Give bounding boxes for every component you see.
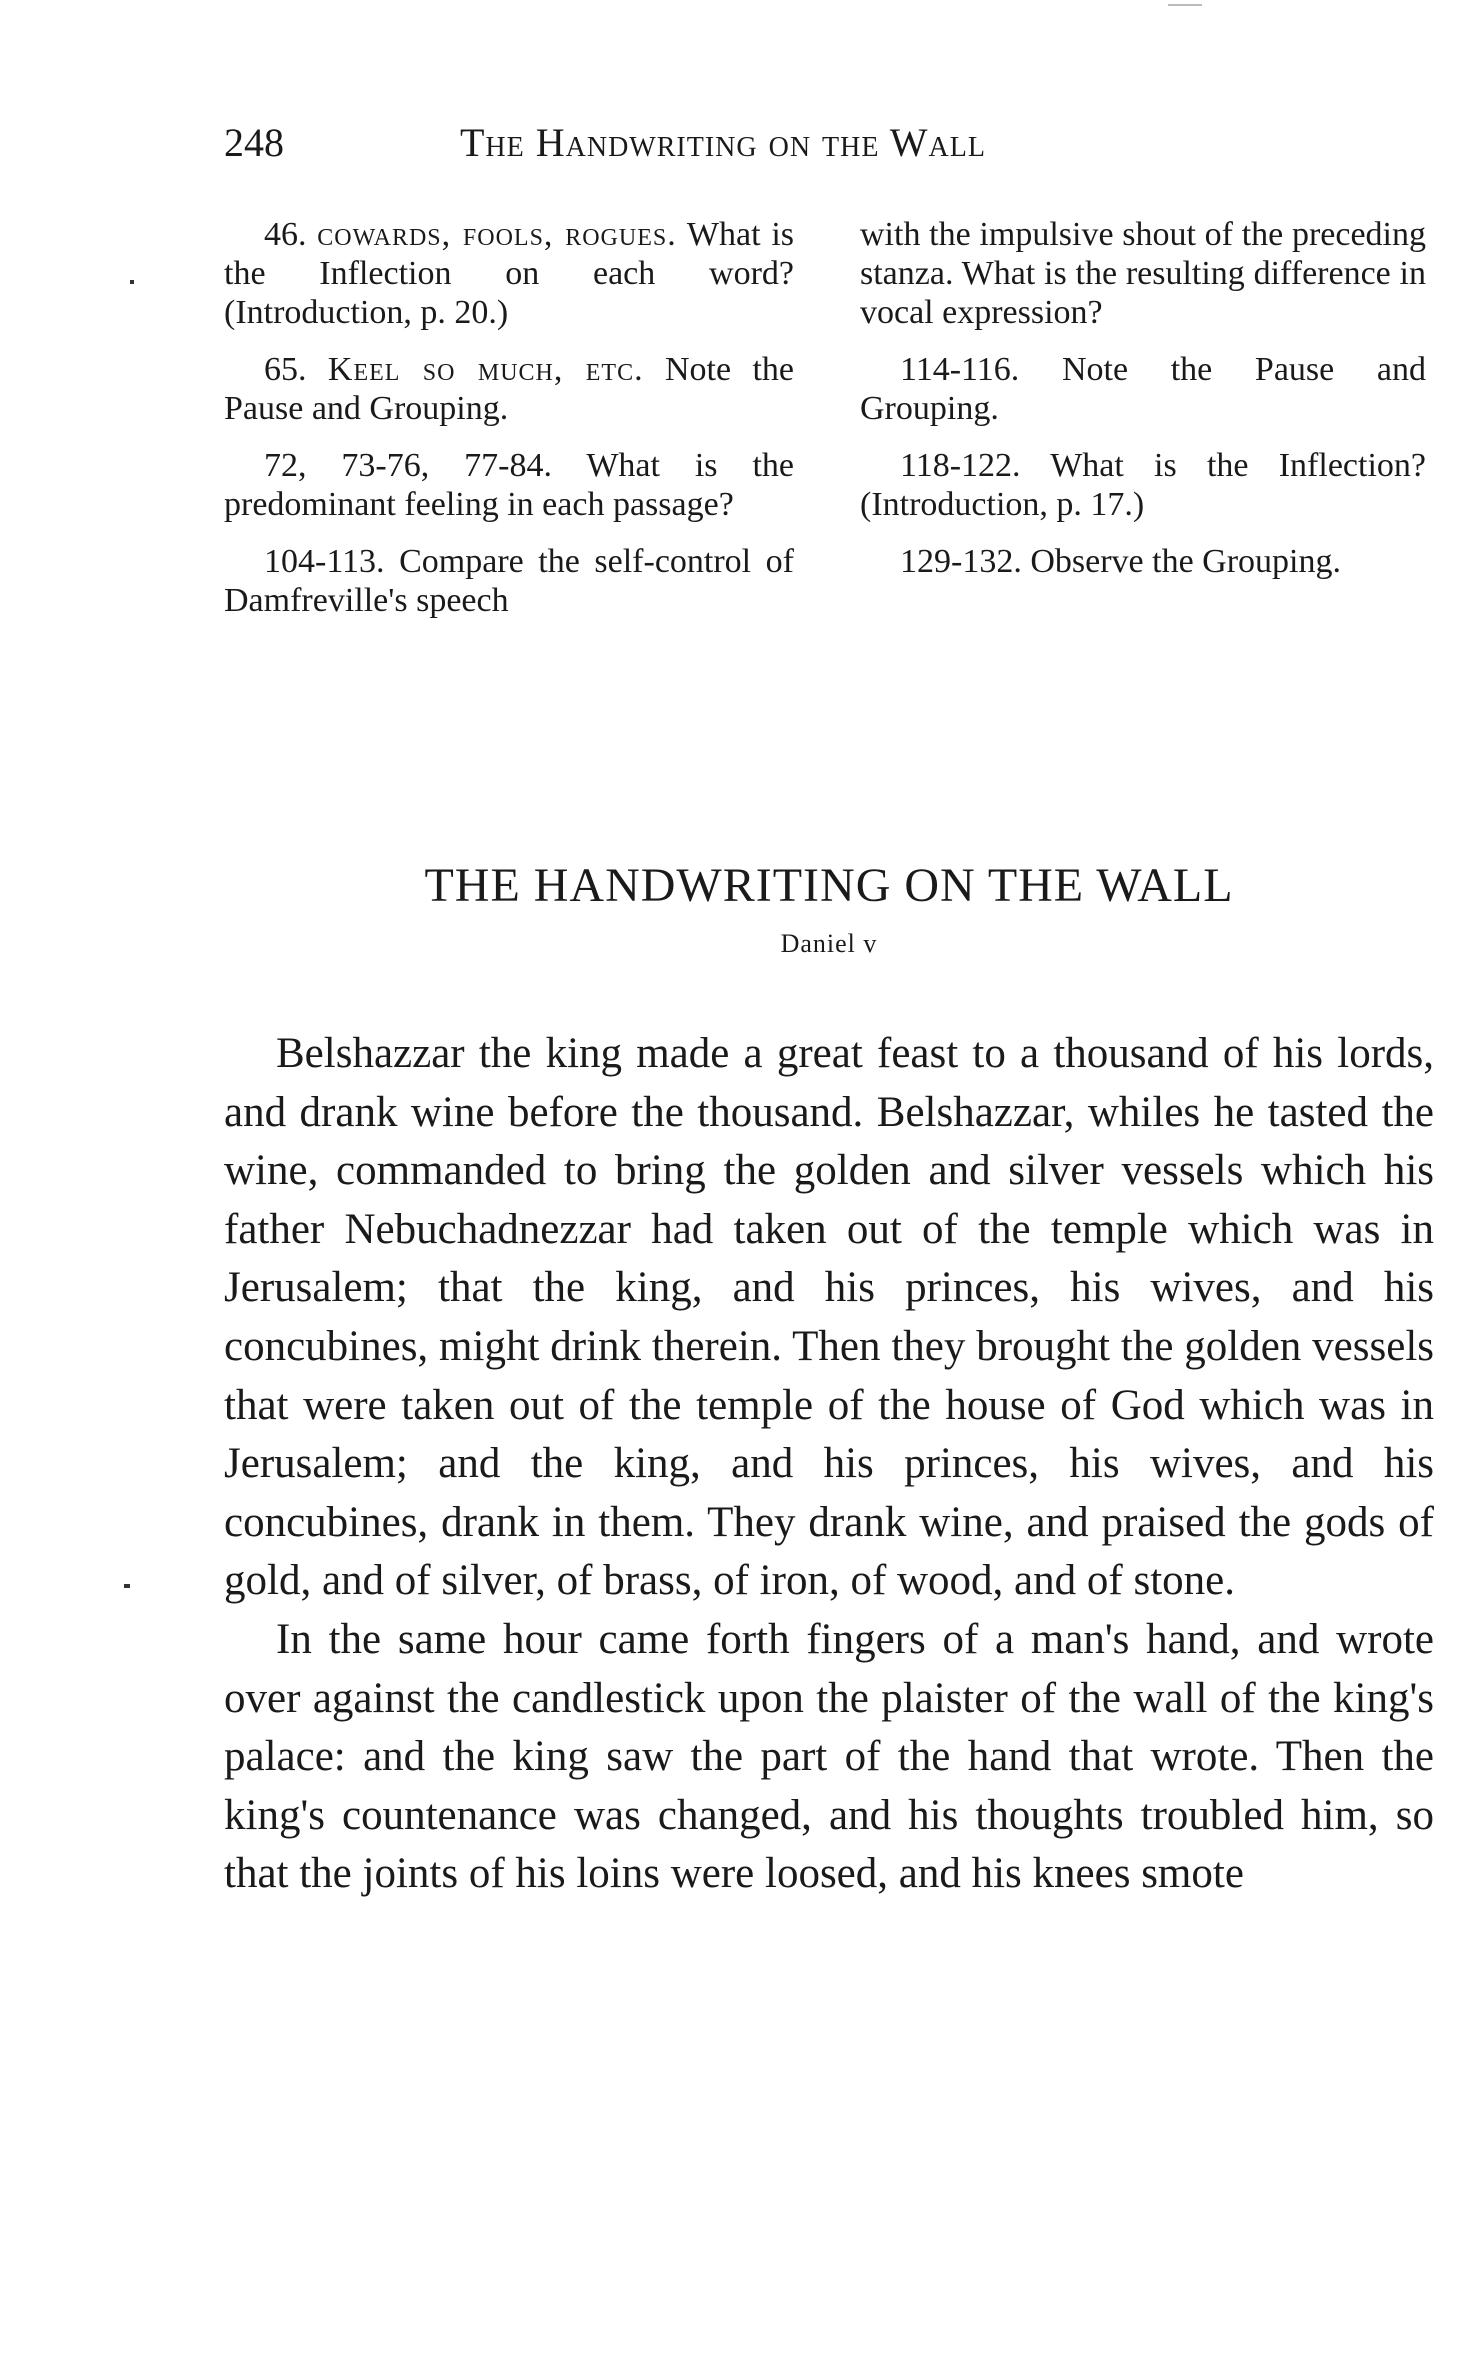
body-paragraph: In the same hour came forth fingers of a man's hand, and wrote over against the candlestick upon the plaister of the wall of the king's palace: and the king saw the part of the hand that wrote. Then the king's countenance was changed, and his thoughts troubled him, so that the joints of his loins were loosed, and his knees smote [224, 1615, 1434, 1898]
note-text: Note the Pause and Grouping. [860, 351, 1427, 427]
note-item [860, 542, 1426, 581]
note-text: with the impulsive shout of the preceding stanza. What is the resulting difference in vocal expression? [860, 216, 1426, 331]
note-text: Note the Pause and Grouping. [224, 351, 794, 427]
scan-artifact [130, 280, 134, 284]
note-ref: 65. [264, 351, 307, 388]
note-item [224, 215, 794, 332]
note-ref: 104-113. [264, 543, 385, 580]
page-number: 248 [224, 120, 284, 165]
scan-artifact [1168, 4, 1202, 6]
scan-artifact [124, 1584, 130, 1588]
note-item [860, 350, 1426, 428]
note-ref: 118-122. [900, 447, 1021, 484]
note-heading: Keel so much, etc. [327, 351, 644, 388]
selection-title: THE HANDWRITING ON THE WALL [424, 859, 1234, 912]
notes-column-left [224, 215, 794, 638]
study-notes [224, 215, 1434, 675]
running-head [224, 118, 1224, 168]
notes-column-right [860, 215, 1426, 599]
selection-source: Daniel v [780, 929, 878, 958]
note-item [224, 446, 794, 524]
note-text: What is the Inflection? (Introduction, p. 17.) [860, 447, 1426, 523]
note-item [224, 542, 794, 620]
note-text: Observe the Grouping. [1030, 543, 1341, 580]
note-ref: 114-116. [900, 351, 1020, 388]
note-text: Compare the self-control of Damfreville's speech [224, 543, 794, 619]
note-item [860, 446, 1426, 524]
note-text: What is the predominant feeling in each passage? [224, 447, 794, 523]
selection-title-block [224, 856, 1434, 962]
note-item [224, 350, 794, 428]
note-continuation [860, 215, 1426, 332]
note-ref: 72, 73-76, 77-84. [264, 447, 552, 484]
selection-body [224, 1025, 1434, 1904]
note-ref: 46. [264, 216, 307, 253]
running-title: The Handwriting on the Wall [460, 120, 986, 165]
note-ref: 129-132. [900, 543, 1022, 580]
body-paragraph: Belshazzar the king made a great feast to a thousand of his lords, and drank wine before the thousand. Belshazzar, whiles he tasted the wine, commanded to bring the golden and silver vessels which his father Nebuchadnezzar had taken out of the temple which was in Jerusalem; that the king, and his princes, his wives, and his concubines, might drink therein. Then they brought the golden vessels that were taken out of the temple of the house of God which was in Jerusalem; and the king, and his princes, his wives, and his concubines, drank in them. They drank wine, and praised the gods of gold, and of silver, of brass, of iron, of wood, and of stone. [224, 1030, 1434, 1605]
note-heading: cowards, fools, rogues. [317, 216, 677, 253]
note-text: What is the Inflection on each word? (Introduction, p. 20.) [224, 216, 794, 331]
